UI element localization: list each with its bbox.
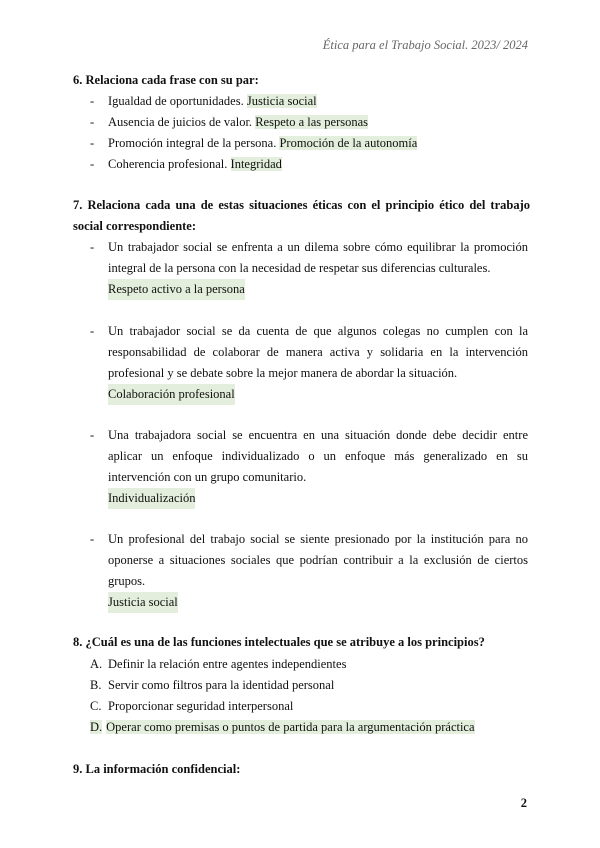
situation-text: Un trabajador social se enfrenta a un dilema sobre cómo equilibrar la promoción integral de la persona con la necesidad de respetar sus diferencias culturales. (108, 240, 528, 275)
option-b (90, 675, 528, 696)
item-answer: Justicia social (246, 94, 317, 108)
option-letter: D. (90, 720, 103, 734)
option-a (90, 654, 528, 675)
question-7-list (90, 425, 528, 509)
option-letter: C. (90, 699, 102, 713)
list-item: - Una trabajadora social se encuentra en una situación donde debe decidir entre aplicar un enfoque individualizado o un enfoque más generalizado en su intervención con un grupo comunitario. Individualización (90, 425, 528, 509)
page-number: 2 (520, 796, 527, 810)
option-text: Proporcionar seguridad interpersonal (108, 699, 294, 713)
item-text: Igualdad de oportunidades. (108, 94, 247, 108)
situation-text: Un trabajador social se da cuenta de que algunos colegas no cumplen con la responsabilidad de colaborar de manera activa y solidaria en la intervención profesional y se debate sobre la mejor manera de abordar la situación. (108, 324, 528, 380)
list-item: - Un trabajador social se enfrenta a un dilema sobre cómo equilibrar la promoción integral de la persona con la necesidad de respetar sus diferencias culturales. Respeto activo a la persona (90, 237, 528, 300)
option-text: Definir la relación entre agentes independientes (108, 657, 347, 671)
situation-text: Una trabajadora social se encuentra en una situación donde debe decidir entre aplicar un enfoque individualizado o un enfoque más generalizado en su intervención con un grupo comunitario. (108, 428, 528, 484)
question-7-list (90, 237, 528, 300)
question-7-list (90, 529, 528, 613)
item-answer: Integridad (230, 157, 282, 171)
list-item: - Igualdad de oportunidades. Justicia social (90, 94, 317, 108)
option-d (90, 717, 528, 738)
item-text: Coherencia profesional. (108, 157, 231, 171)
list-item: - Un trabajador social se da cuenta de que algunos colegas no cumplen con la responsabilidad de colaborar de manera activa y solidaria en la intervención profesional y se debate sobre la mejor manera de abordar la situación. Colaboración profesional (90, 321, 528, 405)
item-answer: Respeto a las personas (255, 115, 369, 129)
option-letter: A. (90, 657, 103, 671)
question-7-title: 7. Relaciona cada una de estas situaciones éticas con el principio ético del trabajo social correspondiente: (73, 198, 530, 233)
question-6-title: 6. Relaciona cada frase con su par: (73, 73, 259, 87)
situation-answer: Respeto activo a la persona (108, 279, 245, 300)
question-6-list (90, 91, 528, 175)
item-answer: Promoción de la autonomía (279, 136, 418, 150)
list-item: - Coherencia profesional. Integridad (90, 157, 282, 171)
option-text-correct: Operar como premisas o puntos de partida para la argumentación práctica (106, 720, 475, 734)
option-letter: B. (90, 678, 102, 692)
list-item: - Un profesional del trabajo social se siente presionado por la institución para no oponerse a situaciones sociales que podrían contribuir a la exclusión de ciertos grupos. Justicia social (90, 529, 528, 613)
document-header: Ética para el Trabajo Social. 2023/ 2024 (322, 38, 528, 52)
list-item: - Promoción integral de la persona. Promoción de la autonomía (90, 136, 418, 150)
item-text: Ausencia de juicios de valor. (108, 115, 256, 129)
situation-answer: Individualización (108, 488, 195, 509)
question-7-list (90, 321, 528, 405)
question-9-title: 9. La información confidencial: (73, 762, 241, 776)
item-text: Promoción integral de la persona. (108, 136, 280, 150)
question-8-title: 8. ¿Cuál es una de las funciones intelectuales que se atribuye a los principios? (73, 635, 485, 649)
situation-answer: Colaboración profesional (108, 384, 235, 405)
list-item: - Ausencia de juicios de valor. Respeto a las personas (90, 115, 369, 129)
option-text: Servir como filtros para la identidad personal (108, 678, 335, 692)
situation-answer: Justicia social (108, 592, 178, 613)
option-c (90, 696, 528, 717)
situation-text: Un profesional del trabajo social se siente presionado por la institución para no oponerse a situaciones sociales que podrían contribuir a la exclusión de ciertos grupos. (108, 532, 528, 588)
question-8-options (90, 654, 528, 738)
